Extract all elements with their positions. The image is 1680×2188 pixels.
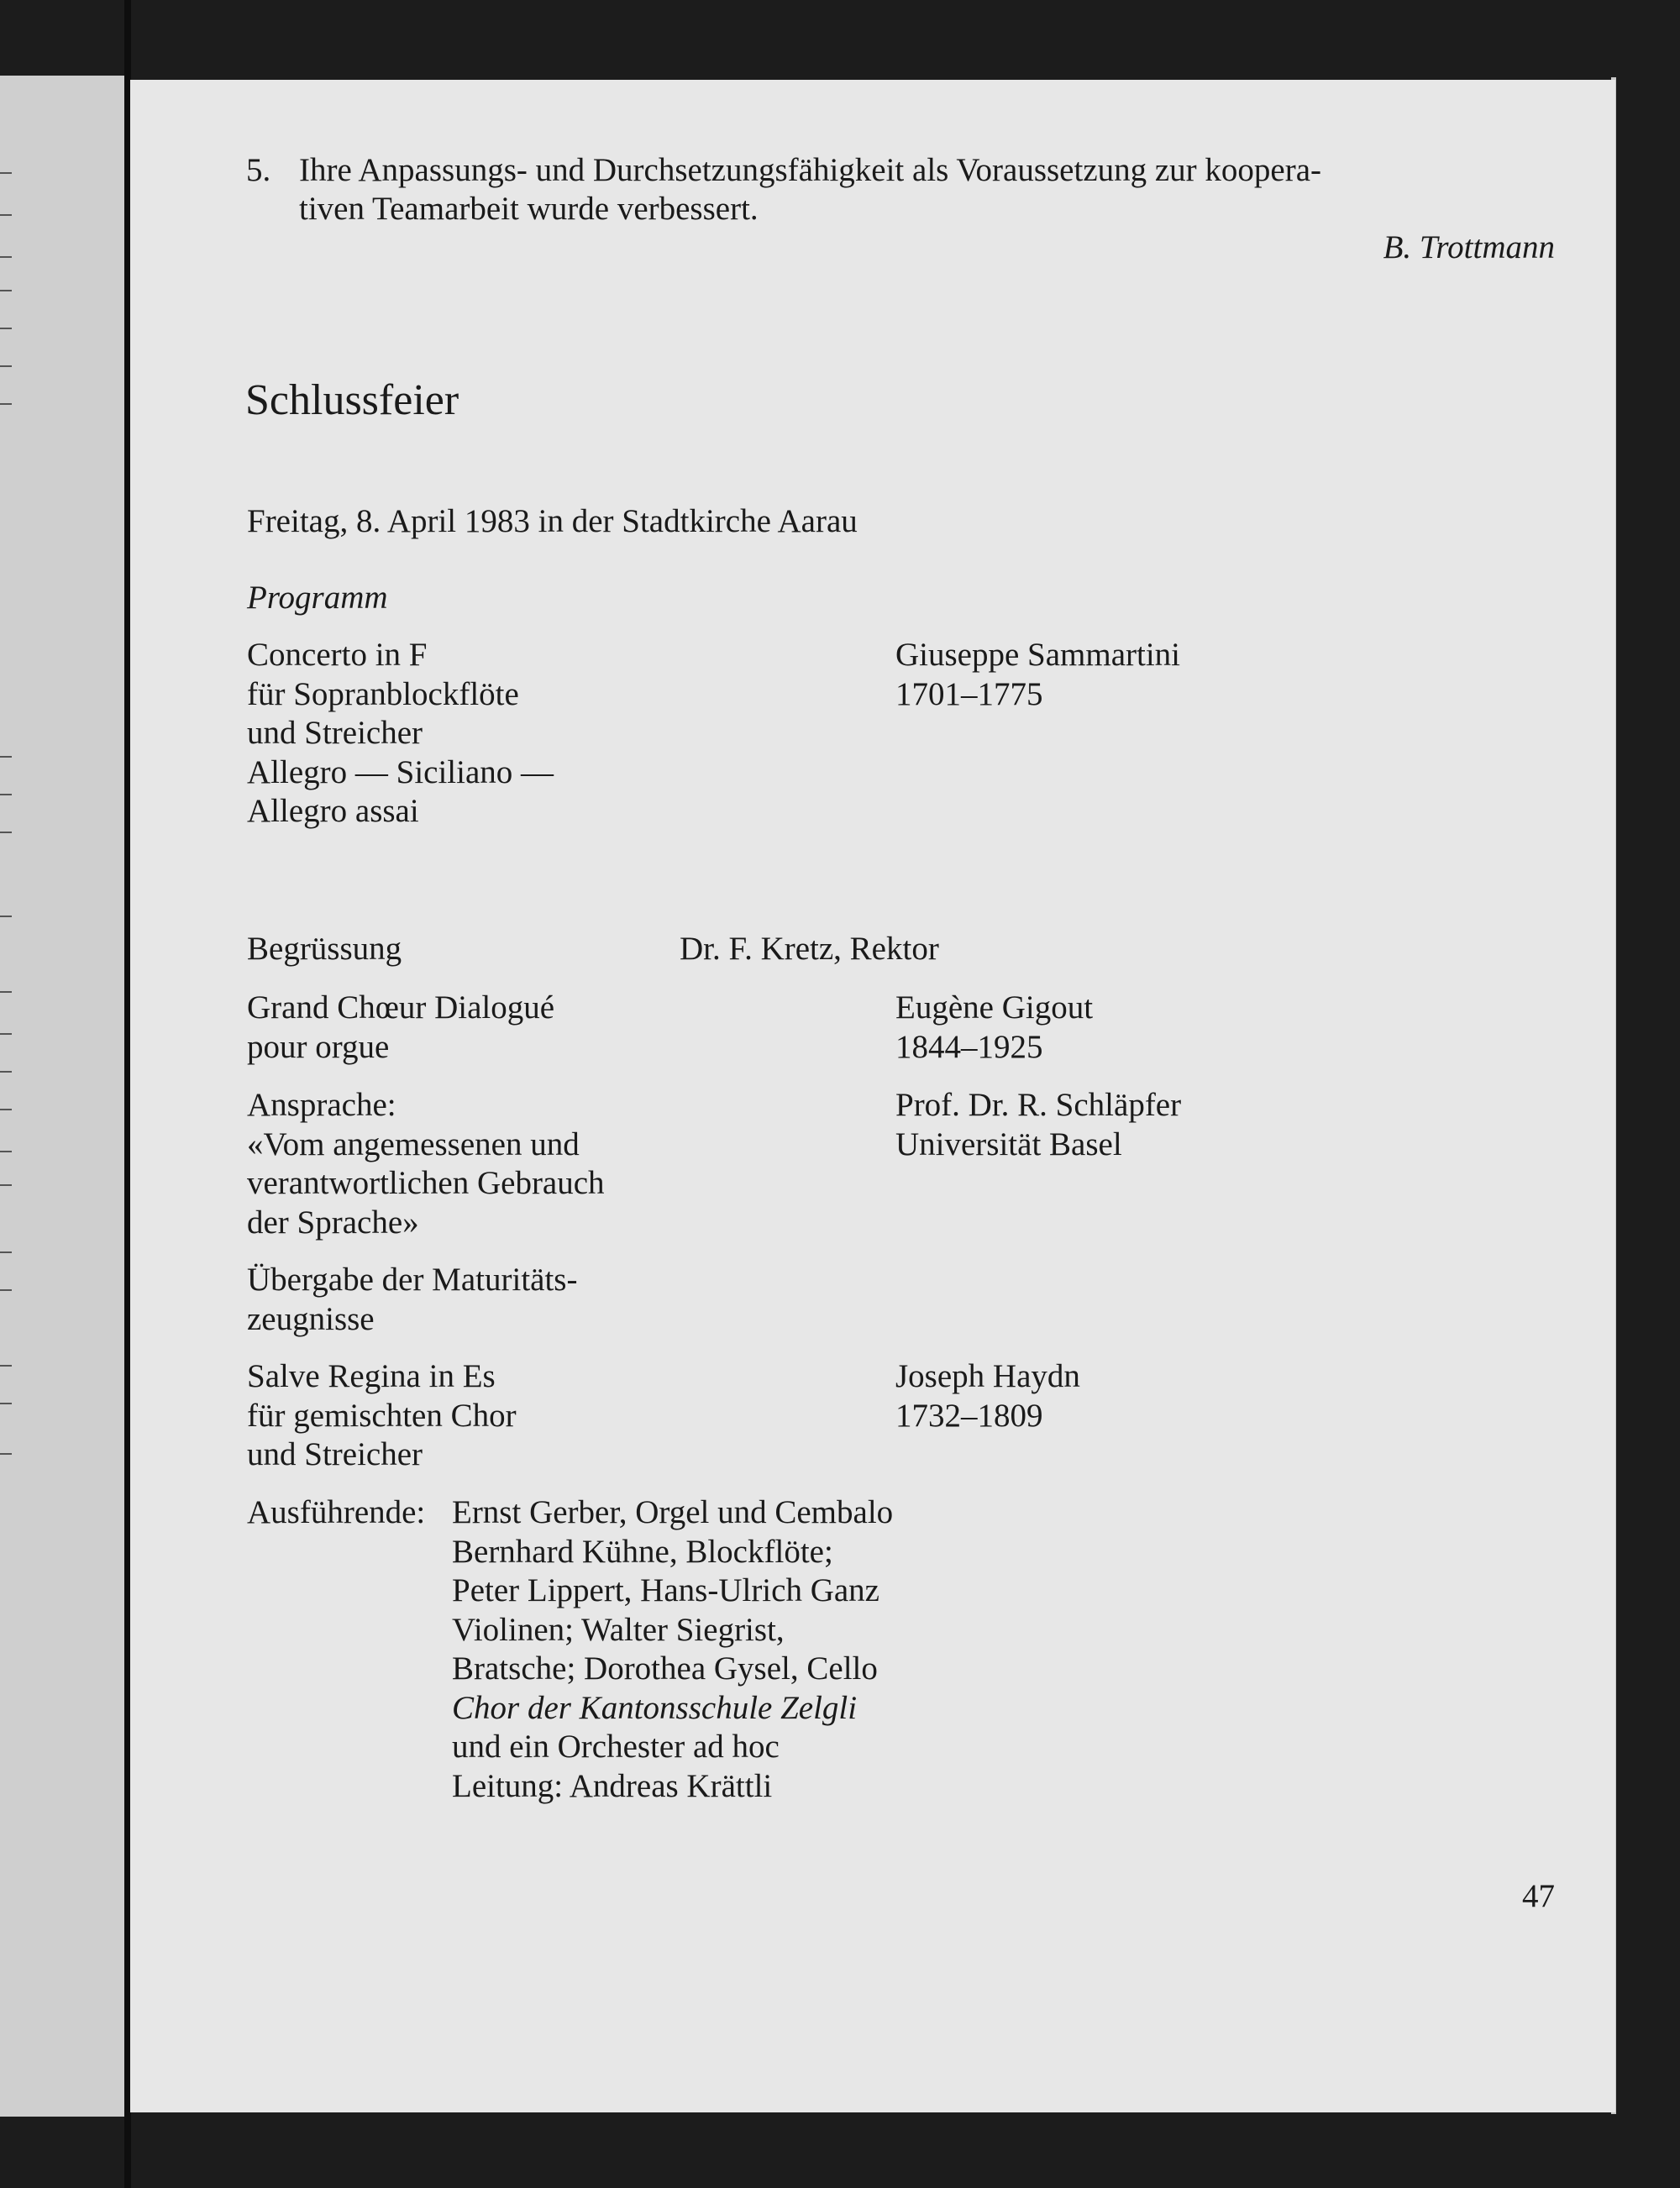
program-label: Programm xyxy=(247,580,388,616)
program-item-concerto xyxy=(247,636,554,832)
list-item-line-2: tiven Teamarbeit wurde verbessert. xyxy=(299,191,759,227)
program-item-line: Begrüssung xyxy=(247,931,402,967)
performers-label: Ausführende: xyxy=(247,1494,426,1530)
list-item-number: 5. xyxy=(246,152,271,188)
composer-haydn xyxy=(895,1357,1080,1435)
performer-line: Leitung: Andreas Krättli xyxy=(452,1767,773,1804)
composer-sammartini xyxy=(895,636,1180,714)
page-number: 47 xyxy=(1522,1878,1555,1914)
program-item-line: Allegro assai xyxy=(247,793,419,829)
performer-line: Violinen; Walter Siegrist, xyxy=(452,1611,785,1648)
program-item-line: der Sprache» xyxy=(247,1204,419,1241)
program-item-grand-choeur xyxy=(247,989,554,1067)
composer-name: Eugène Gigout xyxy=(895,989,1094,1026)
performer-line: Bernhard Kühne, Blockflöte; xyxy=(452,1533,833,1570)
program-item-line: Salve Regina in Es xyxy=(247,1358,496,1394)
speaker-rektor: Dr. F. Kretz, Rektor xyxy=(680,931,939,967)
program-item-line: und Streicher xyxy=(247,715,423,751)
composer-gigout xyxy=(895,989,1093,1067)
program-item-salve-regina xyxy=(247,1357,517,1475)
program-item-ansprache xyxy=(247,1086,605,1242)
composer-name: Giuseppe Sammartini xyxy=(895,637,1181,673)
program-item-line: Grand Chœur Dialogué xyxy=(247,989,555,1026)
list-item-line-1: Ihre Anpassungs- und Durchsetzungsfähigkeit als Voraussetzung zur koopera- xyxy=(299,152,1322,188)
composer-years: 1844–1925 xyxy=(895,1028,1043,1065)
composer-years: 1701–1775 xyxy=(895,675,1043,712)
program-item-line: Übergabe der Maturitäts- xyxy=(247,1262,578,1298)
performer-line: Ernst Gerber, Orgel und Cembalo xyxy=(452,1494,894,1530)
program-item-line: «Vom angemessenen und xyxy=(247,1125,580,1162)
program-item-line: zeugnisse xyxy=(247,1300,375,1337)
author-signature: B. Trottmann xyxy=(1383,229,1555,265)
program-item-begruessung xyxy=(247,930,402,969)
date-location-line: Freitag, 8. April 1983 in der Stadtkirche Aarau xyxy=(247,503,858,539)
speaker-affiliation: Universität Basel xyxy=(895,1125,1122,1162)
program-item-line: Concerto in F xyxy=(247,637,428,673)
speaker-name: Prof. Dr. R. Schläpfer xyxy=(895,1087,1182,1123)
program-item-line: pour orgue xyxy=(247,1028,390,1065)
performers-list xyxy=(452,1493,893,1806)
program-item-line: und Streicher xyxy=(247,1436,423,1472)
facing-page-edge xyxy=(0,76,126,2117)
performer-line: Bratsche; Dorothea Gysel, Cello xyxy=(452,1650,878,1687)
performer-line-choir: Chor der Kantonsschule Zelgli xyxy=(452,1689,858,1726)
program-item-line: Allegro — Siciliano — xyxy=(247,753,554,790)
program-item-uebergabe xyxy=(247,1261,577,1339)
program-item-line: verantwortlichen Gebrauch xyxy=(247,1165,605,1201)
document-page xyxy=(130,80,1615,2112)
program-item-line: für gemischten Chor xyxy=(247,1397,517,1434)
performer-line: und ein Orchester ad hoc xyxy=(452,1729,780,1765)
composer-years: 1732–1809 xyxy=(895,1397,1043,1434)
program-item-line: Ansprache: xyxy=(247,1087,396,1123)
composer-name: Joseph Haydn xyxy=(895,1358,1080,1394)
speaker-schlaepfer xyxy=(895,1086,1181,1164)
section-title: Schlussfeier xyxy=(245,376,459,424)
performer-line: Peter Lippert, Hans-Ulrich Ganz xyxy=(452,1572,879,1608)
program-item-line: für Sopranblockflöte xyxy=(247,675,519,712)
